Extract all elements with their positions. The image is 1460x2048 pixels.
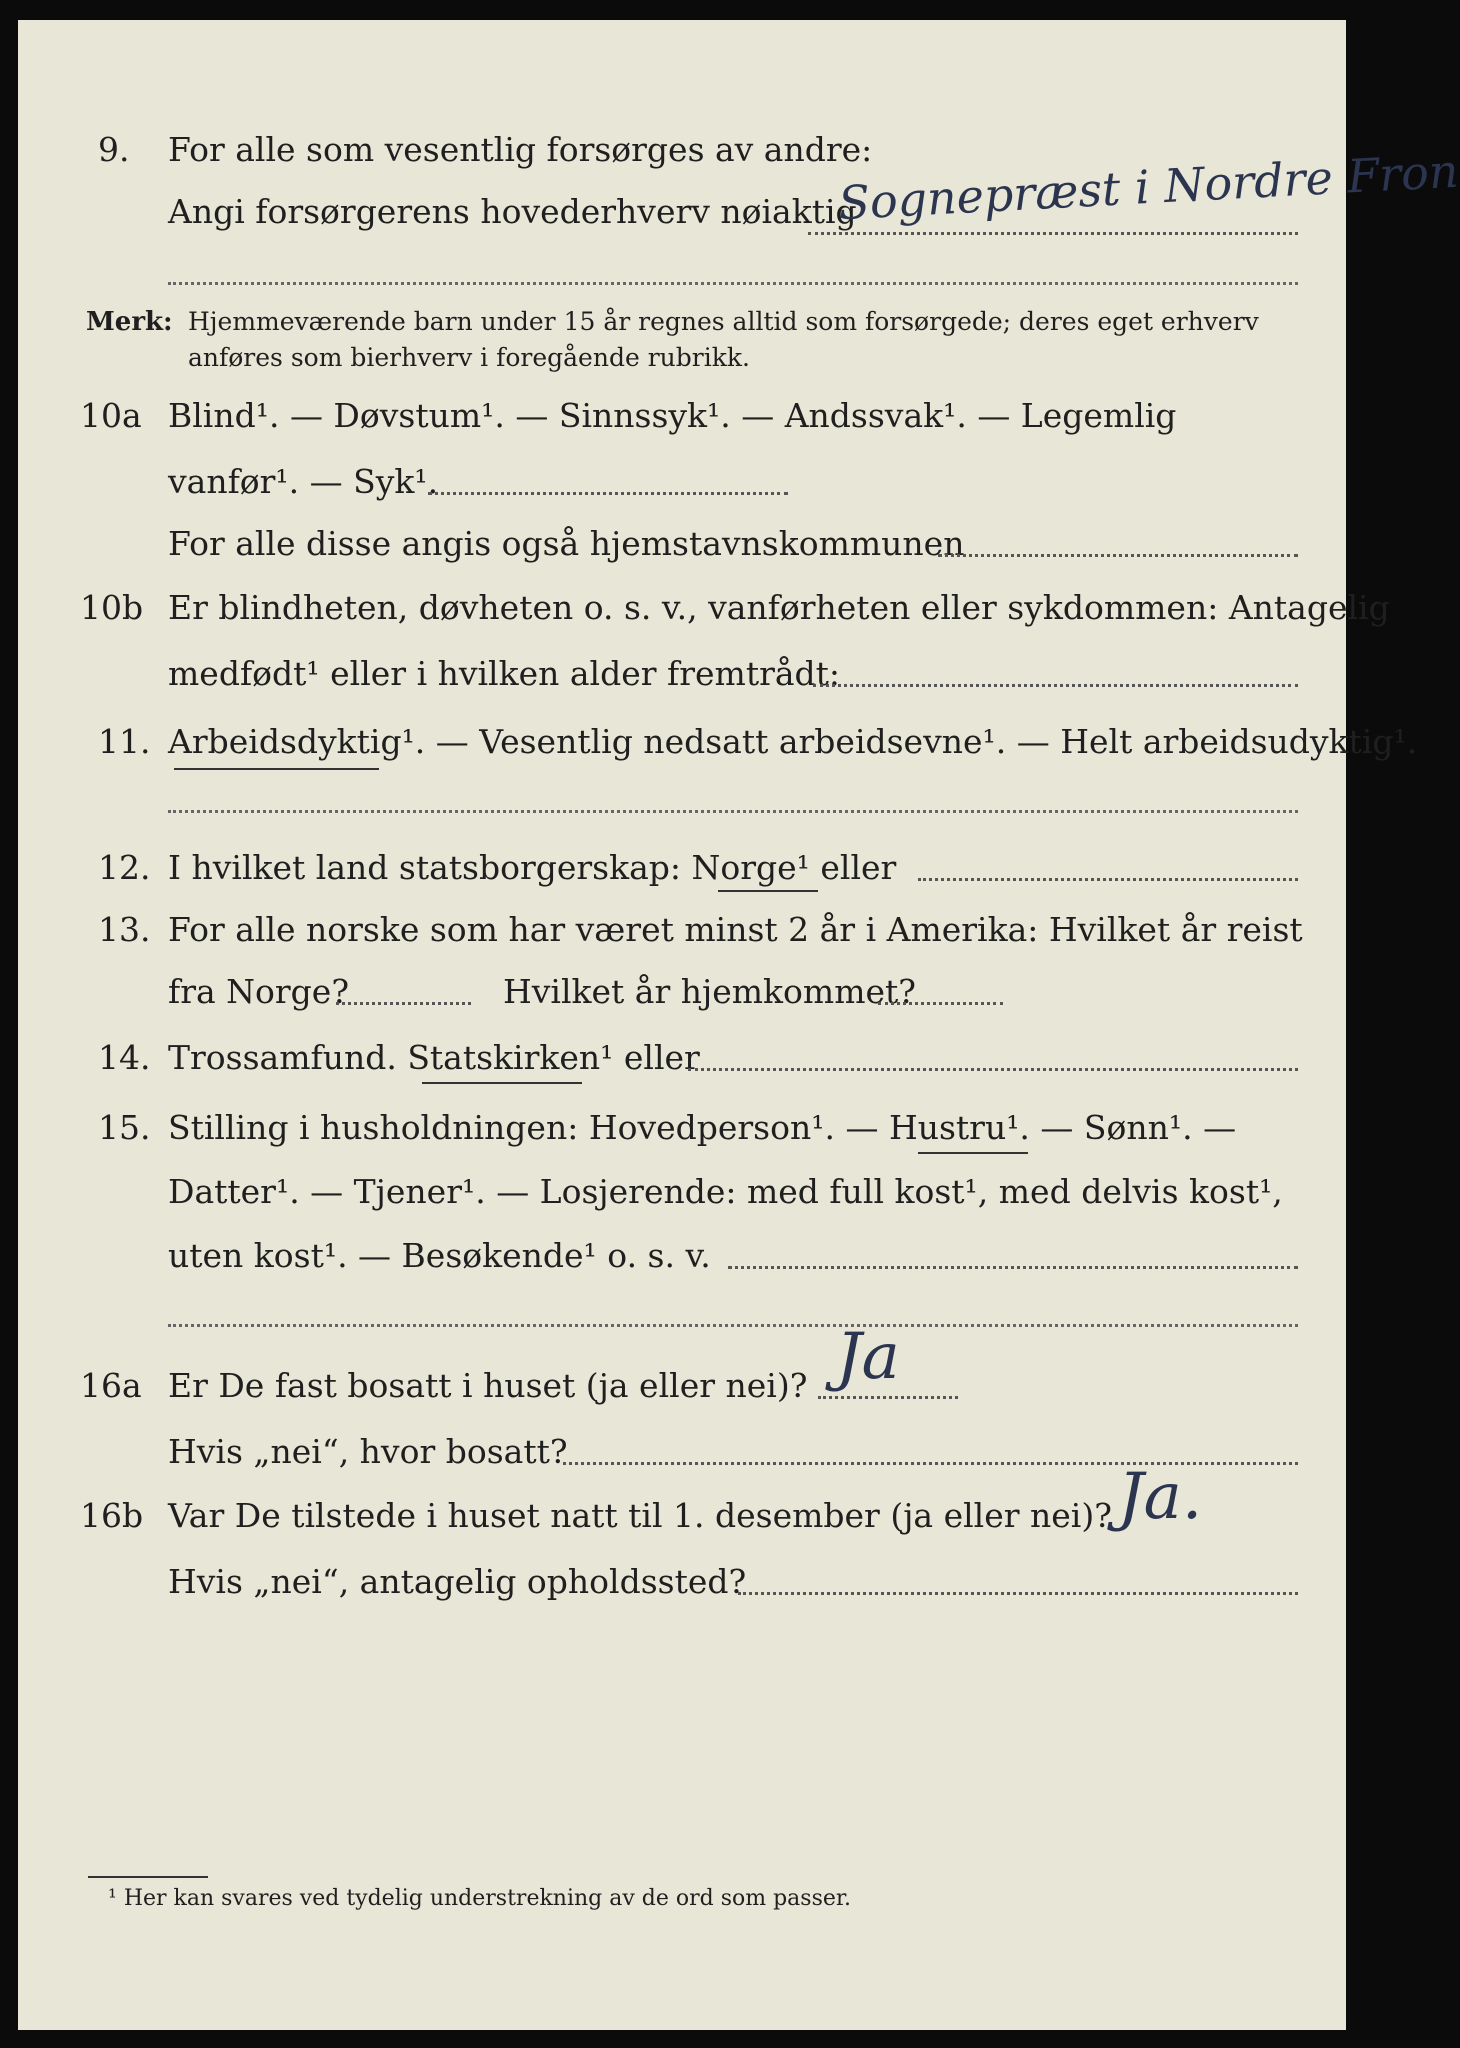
footnote: ¹ Her kan svares ved tydelig understrekning av de ord som passer. [108,1886,851,1911]
q12-answer-line [918,878,1298,881]
q15-answer-line [728,1266,1298,1269]
q10a-number: 10a [80,396,142,435]
q9-handwritten-answer: Sognepræst i Nordre Fron [837,143,1460,231]
q10b-line2: medfødt¹ eller i hvilken alder fremtrådt: [168,654,841,693]
q9-line2: Angi forsørgerens hovederhverv nøiaktig [168,192,857,231]
q16a-line2: Hvis „nei“, hvor bosatt? [168,1432,568,1471]
q10a-line1: Blind¹. — Døvstum¹. — Sinnssyk¹. — Andssvak¹. — Legemlig [168,396,1177,435]
q11-underline-arbeidsdyktig [174,768,379,770]
separator-q15 [168,1324,1298,1327]
q13-number: 13. [98,910,151,949]
q10b-answer-line [813,684,1298,687]
q10b-number: 10b [80,588,144,627]
merk-line1: Hjemmeværende barn under 15 år regnes alltid som forsørgede; deres eget erhverv [188,307,1259,336]
merk-line2: anføres som bierhverv i foregående rubrikk. [188,343,750,372]
q16b-line1: Var De tilstede i huset natt til 1. desember (ja eller nei)? [168,1496,1112,1535]
q9-number: 9. [98,130,130,169]
q10a-line2: vanfør¹. — Syk¹. [168,462,439,501]
q10a-hjemstavn-line [938,554,1298,557]
q16a-line1: Er De fast bosatt i huset (ja eller nei)? [168,1366,808,1405]
q9-line1: For alle som vesentlig forsørges av andre: [168,130,873,169]
q11-line1: Arbeidsdyktig¹. — Vesentlig nedsatt arbeidsevne¹. — Helt arbeidsudyktig¹. [168,722,1418,761]
separator-q11 [168,810,1298,813]
q13-hjemkommet-line [878,1002,1003,1005]
census-form-page [18,20,1460,2030]
q9-answer-line [808,232,1298,235]
q14-underline-statskirken [422,1082,582,1084]
merk-label: Merk: [86,307,173,337]
q16a-answer-line [818,1396,958,1399]
q12-number: 12. [98,848,151,887]
q14-answer-line [688,1068,1298,1071]
q14-line1: Trossamfund. Statskirken¹ eller [168,1038,700,1077]
q10a-syk-line [428,492,788,495]
q16b-opholdssted-line [738,1592,1298,1595]
q15-underline-hustru [918,1152,1028,1154]
q16b-number: 16b [80,1496,144,1535]
q11-number: 11. [98,722,151,761]
q10a-line3: For alle disse angis også hjemstavnskommunen [168,524,965,563]
q16b-line2: Hvis „nei“, antagelig opholdssted? [168,1562,747,1601]
q16b-handwritten-answer: Ja. [1118,1460,1203,1534]
q14-number: 14. [98,1038,151,1077]
q15-number: 15. [98,1108,151,1147]
q13-line2-hjemkommet: Hvilket år hjemkommet? [503,972,916,1011]
q15-line2: Datter¹. — Tjener¹. — Losjerende: med full kost¹, med delvis kost¹, [168,1172,1283,1211]
q16a-handwritten-answer: Ja [836,1320,900,1394]
q13-line1: For alle norske som har været minst 2 år i Amerika: Hvilket år reist [168,910,1303,949]
footnote-rule [88,1876,208,1878]
q15-line3: uten kost¹. — Besøkende¹ o. s. v. [168,1236,711,1275]
q12-underline-norge [718,890,818,892]
q10b-line1: Er blindheten, døvheten o. s. v., vanførheten eller sykdommen: Antagelig [168,588,1390,627]
q16a-number: 16a [80,1366,142,1405]
q15-line1: Stilling i husholdningen: Hovedperson¹. — Hustru¹. — Sønn¹. — [168,1108,1237,1147]
q12-line1: I hvilket land statsborgerskap: Norge¹ eller [168,848,897,887]
separator-q9 [168,282,1298,285]
q13-reist-line [336,1002,471,1005]
q13-line2-reist: fra Norge? [168,972,350,1011]
